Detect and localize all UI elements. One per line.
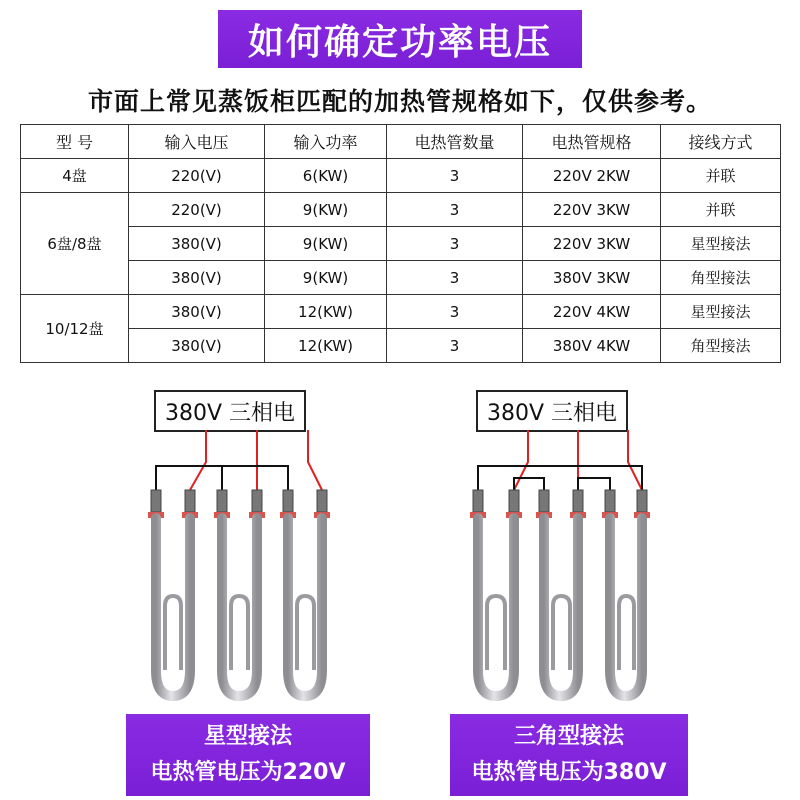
table-cell: 220V 3KW	[523, 227, 661, 261]
star-caption-voltage: 电热管电压为220V	[150, 760, 346, 785]
table-row	[21, 295, 781, 329]
table-cell: 380(V)	[129, 261, 265, 295]
table-cell: 3	[387, 295, 523, 329]
table-cell: 220V 4KW	[523, 295, 661, 329]
table-cell: 星型接法	[661, 227, 781, 261]
header-input-power: 输入功率	[265, 125, 387, 159]
page-subtitle: 市面上常见蒸饭柜匹配的加热管规格如下，仅供参考。	[87, 87, 712, 116]
black-wire-jumper	[478, 466, 642, 490]
header-tube-spec: 电热管规格	[523, 125, 661, 159]
delta-caption	[450, 714, 688, 796]
table-row	[21, 227, 781, 261]
table-cell: 12(KW)	[265, 295, 387, 329]
heating-tube-inner-loop	[487, 596, 505, 670]
star-wiring-diagram	[148, 430, 330, 696]
red-wire	[514, 430, 528, 490]
table-row	[21, 261, 781, 295]
table-cell: 9(KW)	[265, 193, 387, 227]
delta-caption-title: 三角型接法	[513, 724, 624, 749]
table-cell: 9(KW)	[265, 227, 387, 261]
model-cell: 6盘/8盘	[21, 193, 129, 295]
table-cell: 220V 3KW	[523, 193, 661, 227]
black-wire-jumper	[578, 478, 610, 490]
table-cell: 星型接法	[661, 295, 781, 329]
wiring-illustration	[0, 380, 800, 710]
heating-tube	[610, 518, 642, 696]
table-row	[21, 329, 781, 363]
table-cell: 3	[387, 159, 523, 193]
table-cell: 220(V)	[129, 159, 265, 193]
table-cell: 角型接法	[661, 261, 781, 295]
table-cell: 角型接法	[661, 329, 781, 363]
header-wiring: 接线方式	[661, 125, 781, 159]
table-header-row	[21, 125, 781, 159]
table-cell: 9(KW)	[265, 261, 387, 295]
table-cell: 3	[387, 329, 523, 363]
table-cell: 220V 2KW	[523, 159, 661, 193]
heating-tube	[478, 518, 514, 696]
spec-table	[20, 124, 781, 363]
star-power-label-text: 380V 三相电	[164, 400, 296, 426]
table-row	[21, 159, 781, 193]
heating-tube-inner-loop	[619, 596, 634, 670]
heating-tube	[222, 518, 257, 696]
table-cell: 380(V)	[129, 227, 265, 261]
delta-caption-voltage: 电热管电压为380V	[471, 760, 667, 785]
table-cell: 3	[387, 261, 523, 295]
star-caption-title: 星型接法	[203, 724, 292, 749]
table-cell: 380(V)	[129, 295, 265, 329]
black-wire-bridge	[156, 466, 288, 490]
delta-wiring-diagram	[470, 430, 650, 696]
table-cell: 并联	[661, 159, 781, 193]
table-cell: 380V 4KW	[523, 329, 661, 363]
heating-tube-inner-loop	[553, 596, 570, 670]
header-model: 型 号	[21, 125, 129, 159]
heating-tube	[156, 518, 190, 696]
red-wire	[190, 430, 206, 490]
table-cell: 并联	[661, 193, 781, 227]
model-cell: 4盘	[21, 159, 129, 193]
star-caption	[126, 714, 370, 796]
heating-tube	[288, 518, 322, 696]
table-cell: 6(KW)	[265, 159, 387, 193]
heating-tube-inner-loop	[231, 596, 248, 670]
table-cell: 12(KW)	[265, 329, 387, 363]
model-cell: 10/12盘	[21, 295, 129, 363]
table-cell: 380V 3KW	[523, 261, 661, 295]
heating-tube-inner-loop	[297, 596, 314, 670]
table-cell: 3	[387, 193, 523, 227]
header-tube-count: 电热管数量	[387, 125, 523, 159]
table-cell: 380(V)	[129, 329, 265, 363]
table-cell: 220(V)	[129, 193, 265, 227]
delta-power-label-text: 380V 三相电	[486, 400, 618, 426]
page-title: 如何确定功率电压	[247, 21, 552, 63]
heating-tube-inner-loop	[165, 596, 181, 670]
red-wire	[628, 430, 642, 490]
terminal-set	[151, 490, 327, 512]
heating-tube	[544, 518, 578, 696]
page-title-banner	[218, 10, 582, 68]
table-row	[21, 193, 781, 227]
red-wire	[308, 430, 322, 490]
header-input-voltage: 输入电压	[129, 125, 265, 159]
table-cell: 3	[387, 227, 523, 261]
